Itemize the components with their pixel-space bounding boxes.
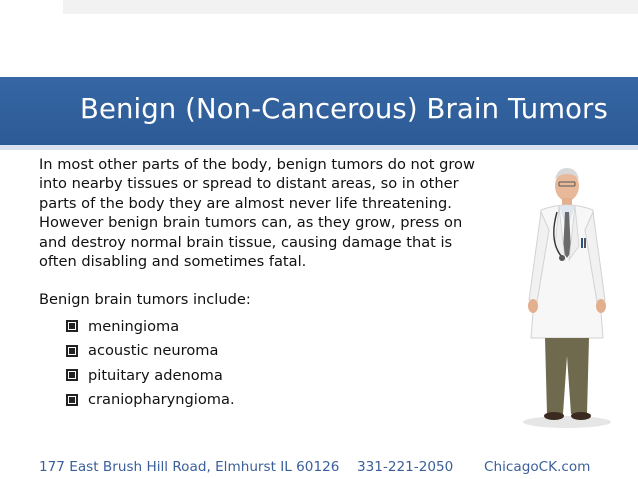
intro-line: In most other parts of the body, benign tumors do not grow [39,156,475,173]
square-bullet-icon [66,345,78,357]
intro-line: into nearby tissues or spread to distant areas, so in other [39,175,459,193]
list-item [66,339,235,364]
list-item [66,363,235,388]
list-item-label: acoustic neuroma [88,342,219,360]
list-item-label: meningioma [88,317,180,335]
list-item [66,314,235,339]
square-bullet-icon [66,369,78,381]
list-item-label: pituitary adenoma [88,366,223,384]
intro-line: and destroy normal brain tissue, causing damage that is [39,233,453,251]
doctor-illustration [505,160,625,430]
list-item-label: craniopharyngioma. [88,391,235,409]
list-item [66,388,235,413]
intro-line: parts of the body they are almost never life threatening. [39,194,452,212]
tumor-list [66,314,235,412]
top-decorative-strip [63,0,638,14]
intro-line: often disabling and sometimes fatal. [39,253,307,271]
title-banner-underline [0,145,638,150]
intro-line: However benign brain tumors can, as they grow, press on [39,214,463,232]
square-bullet-icon [66,394,78,406]
list-intro: Benign brain tumors include: [39,291,251,308]
slide-title: Benign (Non-Cancerous) Brain Tumors [80,93,608,125]
footer-website[interactable]: ChicagoCK.com [484,459,591,475]
footer-address: 177 East Brush Hill Road, Elmhurst IL 60126 [39,459,340,475]
intro-paragraph [39,155,509,271]
footer-phone: 331-221-2050 [357,459,454,475]
square-bullet-icon [66,320,78,332]
